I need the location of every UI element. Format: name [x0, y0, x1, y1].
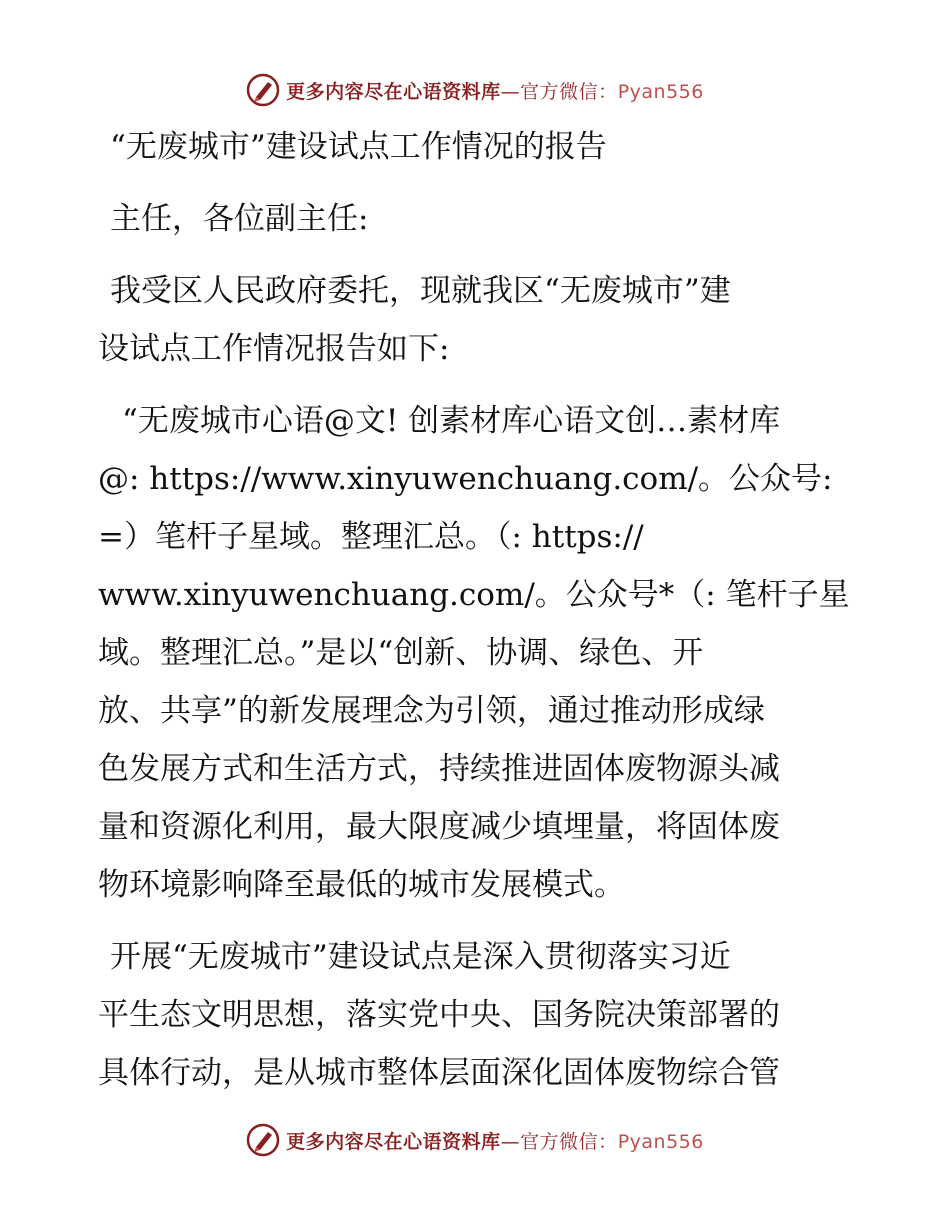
paragraph-line: 设试点工作情况报告如下:	[98, 331, 450, 367]
paragraph-line: 具体行动，是从城市整体层面深化固体废物综合管	[98, 1055, 780, 1091]
document-body	[98, 118, 850, 1102]
paragraph-line: 物环境影响降至最低的城市发展模式。	[98, 867, 625, 903]
paragraph-line: 开展“无废城市”建设试点是深入贯彻落实习近	[110, 939, 731, 975]
paragraph-line: 域。整理汇总。”是以“创新、协调、绿色、开	[98, 635, 704, 671]
paragraph-2	[98, 392, 850, 914]
paragraph-line: 量和资源化利用，最大限度减少填埋量，将固体废	[98, 809, 780, 845]
paragraph-line: 平生态文明思想，落实党中央、国务院决策部署的	[98, 997, 780, 1033]
document-title: “无废城市”建设试点工作情况的报告	[110, 129, 607, 165]
paragraph-3	[98, 928, 850, 1102]
banner-official-label: 官方微信：	[520, 1130, 618, 1153]
banner-text	[286, 1127, 704, 1154]
paragraph-line: “无废城市心语@文! 创素材库心语文创…素材库	[122, 403, 781, 439]
paragraph-line: 我受区人民政府委托，现就我区“无废城市”建	[110, 273, 731, 309]
pen-logo-icon	[246, 1123, 280, 1157]
paragraph-1	[98, 262, 850, 378]
paragraph-line: @: https://www.xinyuwenchuang.com/。公众号:	[98, 461, 833, 497]
paragraph-line: 放、共享”的新发展理念为引领，通过推动形成绿	[98, 693, 765, 729]
banner-dash: —	[500, 80, 521, 103]
banner-wechat-handle: Pyan556	[617, 80, 704, 103]
paragraph-line: =）笔杆子星域。整理汇总。（: https://	[98, 519, 644, 555]
pen-logo-icon	[246, 73, 280, 107]
banner-wechat-handle: Pyan556	[617, 1130, 704, 1153]
banner-main-note: 更多内容尽在心语资料库	[286, 1130, 501, 1153]
banner-main-note: 更多内容尽在心语资料库	[286, 80, 501, 103]
paragraph-line: www.xinyuwenchuang.com/。公众号*（: 笔杆子星	[98, 577, 850, 613]
header-banner	[0, 68, 950, 112]
paragraph-line: 色发展方式和生活方式，持续推进固体废物源头减	[98, 751, 780, 787]
banner-text	[286, 77, 704, 104]
footer-banner	[0, 1118, 950, 1162]
salutation: 主任，各位副主任:	[110, 201, 369, 237]
banner-official-label: 官方微信：	[520, 80, 618, 103]
banner-dash: —	[500, 1130, 521, 1153]
